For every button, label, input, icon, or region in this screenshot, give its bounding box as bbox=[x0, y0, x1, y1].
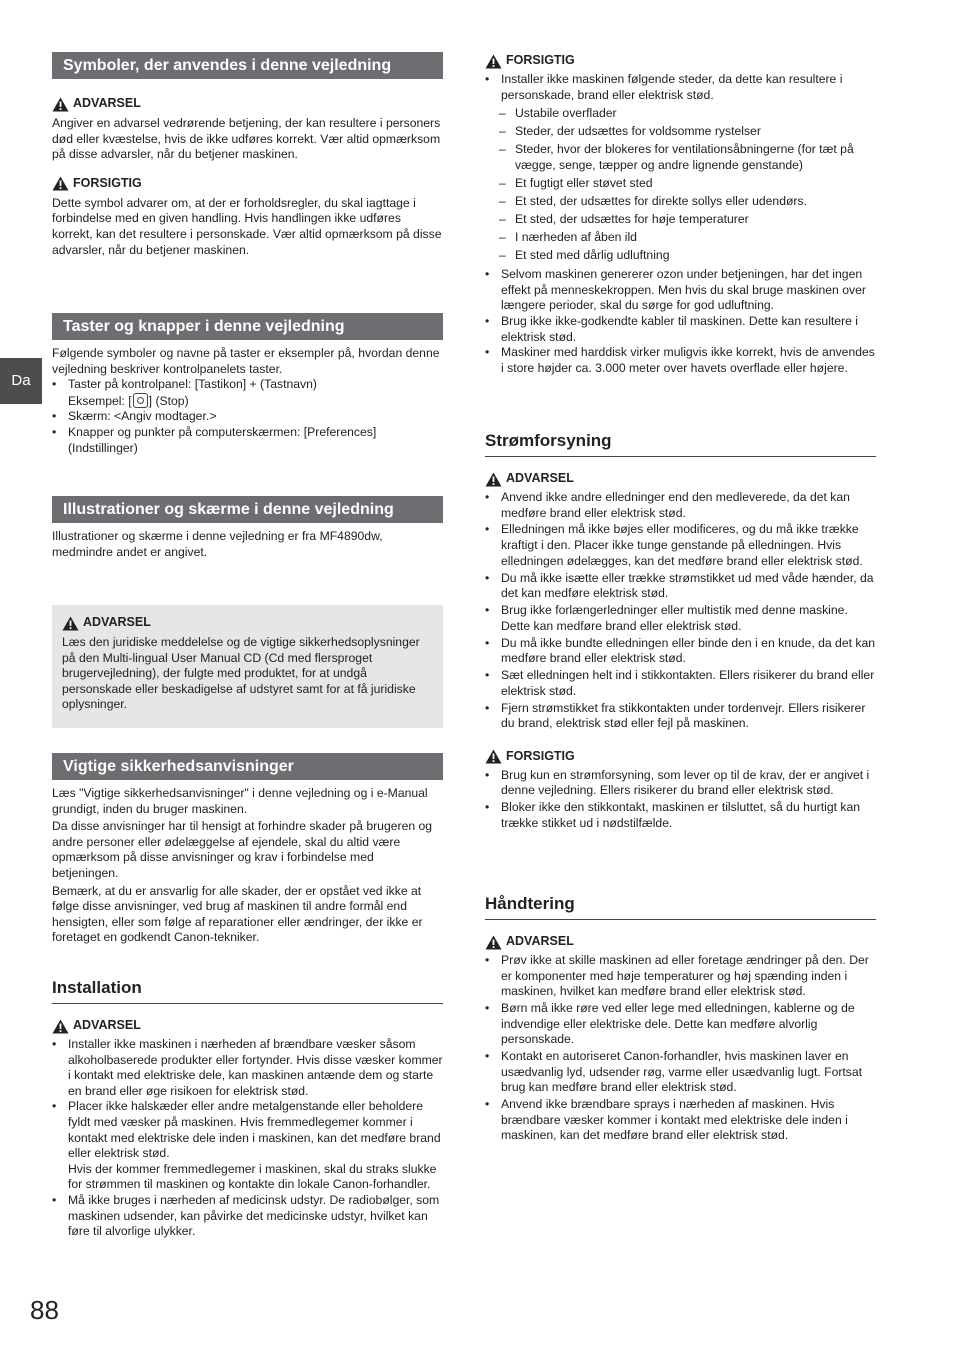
list-item: • Bloker ikke den stikkontakt, maskinen er tilsluttet, så du hurtigt kan trække stikket ud i nødstilfælde. bbox=[485, 800, 876, 831]
list-item: • Brug kun en strømforsyning, som lever op til de krav, der er angivet i denne vejledning. Ellers risikerer du brand eller elektrisk stød. bbox=[485, 768, 876, 799]
section-title-handling: Håndtering bbox=[485, 893, 876, 920]
example-text: Eksempel: [ bbox=[68, 393, 132, 408]
warning-label bbox=[52, 96, 443, 112]
power-section bbox=[485, 430, 876, 831]
warning-triangle-icon bbox=[485, 54, 502, 69]
safety-section bbox=[52, 753, 443, 946]
warning-triangle-icon bbox=[485, 472, 502, 487]
warning-box bbox=[52, 605, 443, 728]
warning-triangle-icon bbox=[52, 1019, 69, 1034]
example-text: ] (Stop) bbox=[148, 393, 189, 408]
caution-label bbox=[485, 53, 876, 69]
warning-triangle-icon bbox=[62, 616, 79, 631]
warning-label-text: ADVARSEL bbox=[506, 934, 574, 949]
paragraph: Dette symbol advarer om, at der er forholdsregler, du skal iagttage i forbindelse med en given handling. Hvis handlingen ikke udføres korrekt, kan det resultere i personskade. Vær altid opmærksom på disse advarsler, når du betjener maskinen. bbox=[52, 195, 442, 257]
warning-label bbox=[52, 1018, 443, 1034]
page-number: 88 bbox=[30, 1295, 59, 1325]
dash-item: – Steder, hvor der blokeres for ventilationsåbningerne (for tæt på vægge, senge, tæpper og andre lignende genstande) bbox=[485, 142, 876, 173]
caution-label bbox=[52, 176, 443, 192]
dash-item: – Ustabile overflader bbox=[485, 106, 876, 122]
paragraph: Læs "Vigtige sikkerhedsanvisninger" i denne vejledning og i e-Manual grundigt, inden du bruger maskinen. bbox=[52, 786, 428, 816]
warning-triangle-icon bbox=[485, 935, 502, 950]
list-item: • Kontakt en autoriseret Canon-forhandler, hvis maskinen laver en usædvanlig lyd, udsender røg, varme eller usædvanlig lugt. Fortsat brug kan medføre brand eller elektrisk stød. bbox=[485, 1049, 876, 1096]
list-item: • Må ikke bruges i nærheden af medicinsk udstyr. De radiobølger, som maskinen udsender, kan påvirke det medicinske udstyr, hvilket kan føre til alvorlige ulykker. bbox=[52, 1193, 443, 1240]
warning-triangle-icon bbox=[52, 97, 69, 112]
section-title-power: Strømforsyning bbox=[485, 430, 876, 457]
stop-key-icon bbox=[133, 393, 148, 408]
dash-item: – Et fugtigt eller støvet sted bbox=[485, 176, 876, 192]
list-item: • Anvend ikke andre elledninger end den medleverede, da det kan medføre brand eller elektrisk stød. bbox=[485, 490, 876, 521]
list-item: • Brug ikke ikke-godkendte kabler til maskinen. Dette kan resultere i elektrisk stød. bbox=[485, 314, 876, 345]
section-header-illustrations: Illustrationer og skærme i denne vejledning bbox=[52, 496, 443, 523]
paragraph: Bemærk, at du er ansvarlig for alle skader, der er opstået ved ikke at følge disse anvisninger, ved brug af maskinen til andre formål end hensigten, eller som følge af reparationer eller ændringer, der ikke er foretaget en godkendt Canon-tekniker. bbox=[52, 883, 423, 945]
warning-triangle-icon bbox=[485, 749, 502, 764]
paragraph: Angiver en advarsel vedrørende betjening, der kan resultere i personers død eller kvæstelse, hvis de ikke udføres korrekt. Vær altid opmærksom på disse advarsler, når du betjener maskinen. bbox=[52, 116, 441, 162]
list-item: • Installer ikke maskinen i nærheden af brændbare væsker såsom alkoholbaserede produkter eller fortynder. Hvis disse væsker kommer i kontakt med elektriske dele, kan maskinen antænde dem og starte en brand eller øge risikoen for elektrisk stød. bbox=[52, 1037, 443, 1099]
list-item: • Knapper og punkter på computerskærmen: [Preferences] (Indstillinger) bbox=[52, 425, 443, 456]
list-item bbox=[485, 72, 876, 263]
list-item: • Anvend ikke brændbare sprays i nærheden af maskinen. Hvis brændbare væsker kommer i kontakt med elektriske dele inden i maskinen, kan det medføre brand eller elektrisk stød. bbox=[485, 1097, 876, 1144]
section-title-installation: Installation bbox=[52, 977, 443, 1004]
list-item: • Børn må ikke røre ved eller lege med elledningen, kablerne og de indvendige eller elektriske dele. Dette kan medføre alvorlig personskade. bbox=[485, 1001, 876, 1048]
dash-item: – Et sted, der udsættes for høje temperaturer bbox=[485, 212, 876, 228]
list-item: • Prøv ikke at skille maskinen ad eller foretage ændringer på den. Der er komponenter med høje temperaturer og høj spænding inden i maskinen, hvilket kan medføre brand eller elektrisk stød. bbox=[485, 953, 876, 1000]
list-item: • Maskiner med harddisk virker muligvis ikke korrekt, hvis de anvendes i store højder ca. 3.000 meter over havets overflade eller højere. bbox=[485, 345, 876, 376]
warning-label bbox=[485, 934, 876, 950]
illustrations-section bbox=[52, 496, 443, 560]
right-column bbox=[485, 53, 876, 376]
caution-label-text: FORSIGTIG bbox=[506, 748, 575, 763]
warning-label-text: ADVARSEL bbox=[73, 96, 141, 111]
warning-label bbox=[62, 615, 433, 631]
paragraph: Følgende symboler og navne på taster er eksempler på, hvordan denne vejledning beskriver kontrolpanelets taster. bbox=[52, 346, 440, 376]
list-item: • Brug ikke forlængerledninger eller multistik med denne maskine. Dette kan medføre brand eller elektrisk stød. bbox=[485, 603, 876, 634]
list-item-text: Installer ikke maskinen følgende steder, da dette kan resultere i personskade, brand eller elektrisk stød. bbox=[501, 72, 843, 102]
list-item: • Du må ikke bundte elledningen eller binde den i en knude, da det kan medføre brand eller elektrisk stød. bbox=[485, 636, 876, 667]
caution-label bbox=[485, 749, 876, 765]
caution-label-text: FORSIGTIG bbox=[73, 175, 142, 190]
section-header-keys: Taster og knapper i denne vejledning bbox=[52, 313, 443, 340]
warning-triangle-icon bbox=[52, 176, 69, 191]
handling-section bbox=[485, 893, 876, 1144]
list-item: • Du må ikke isætte eller trække strømstikket ud med våde hænder, da det kan medføre elektrisk stød. bbox=[485, 571, 876, 602]
section-header-symbols: Symboler, der anvendes i denne vejledning bbox=[52, 52, 443, 79]
list-item-text: Placer ikke halskæder eller andre metalgenstande eller beholdere fyldt med væsker på maskinen. Hvis fremmedlegemer kommer i kontakt med elektriske dele inden i maskinen, kan det medføre brand eller elektrisk stød. bbox=[68, 1099, 441, 1161]
list-item bbox=[52, 1099, 443, 1193]
list-item: • Skærm: <Angiv modtager.> bbox=[52, 409, 443, 425]
dash-item: – I nærheden af åben ild bbox=[485, 230, 876, 246]
paragraph: Læs den juridiske meddelelse og de vigtige sikkerhedsoplysninger på den Multi-lingual User Manual CD (Cd med flersproget brugervejledning), der fulgte med produktet, for at undgå personskade eller beskadigelse af udstyret samt for at få juridiske oplysninger. bbox=[62, 635, 420, 712]
installation-section bbox=[52, 977, 443, 1240]
warning-label bbox=[485, 471, 876, 487]
section-header-safety: Vigtige sikkerhedsanvisninger bbox=[52, 753, 443, 780]
list-item: • Elledningen må ikke bøjes eller modificeres, og du må ikke trække kraftigt i den. Placer ikke tunge genstande på elledningen. Hvis elledningen ødelægges, kan det medføre brand eller elektrisk stød. bbox=[485, 522, 876, 569]
language-tab: Da bbox=[0, 358, 42, 404]
list-item bbox=[52, 377, 443, 409]
warning-label-text: ADVARSEL bbox=[506, 471, 574, 486]
paragraph: Da disse anvisninger har til hensigt at forhindre skader på brugeren og andre personer eller ødelæggelse af ejendele, skal du altid være opmærksom på disse anvisninger og krav i forbindelse med betjeningen. bbox=[52, 819, 433, 880]
paragraph: Illustrationer og skærme i denne vejledning er fra MF4890dw, medmindre andet er angivet. bbox=[52, 529, 383, 559]
list-item-text: Taster på kontrolpanel: [Tastikon] + (Tastnavn) bbox=[68, 377, 317, 392]
list-item-extra: Hvis der kommer fremmedlegemer i maskinen, skal du straks slukke for strømmen til maskinen og kontakte din lokale Canon-forhandler. bbox=[68, 1161, 437, 1192]
list-item: • Fjern strømstikket fra stikkontakten under tordenvejr. Ellers risikerer du brand, elektrisk stød eller fejl på maskinen. bbox=[485, 701, 876, 732]
dash-item: – Et sted, der udsættes for direkte sollys eller udendørs. bbox=[485, 194, 876, 210]
caution-label-text: FORSIGTIG bbox=[506, 53, 575, 68]
dash-item: – Steder, der udsættes for voldsomme rystelser bbox=[485, 124, 876, 140]
warning-label-text: ADVARSEL bbox=[83, 615, 151, 630]
left-column bbox=[52, 52, 443, 258]
list-item: • Selvom maskinen genererer ozon under betjeningen, har det ingen effekt på menneskekroppen. Men hvis du skal bruge maskinen over længere perioder, skal du sørge for god udluftning. bbox=[485, 267, 876, 314]
warning-label-text: ADVARSEL bbox=[73, 1018, 141, 1033]
dash-item: – Et sted med dårlig udluftning bbox=[485, 248, 876, 264]
keys-section bbox=[52, 313, 443, 456]
list-item: • Sæt elledningen helt ind i stikkontakten. Ellers risikerer du brand eller elektrisk stød. bbox=[485, 668, 876, 699]
